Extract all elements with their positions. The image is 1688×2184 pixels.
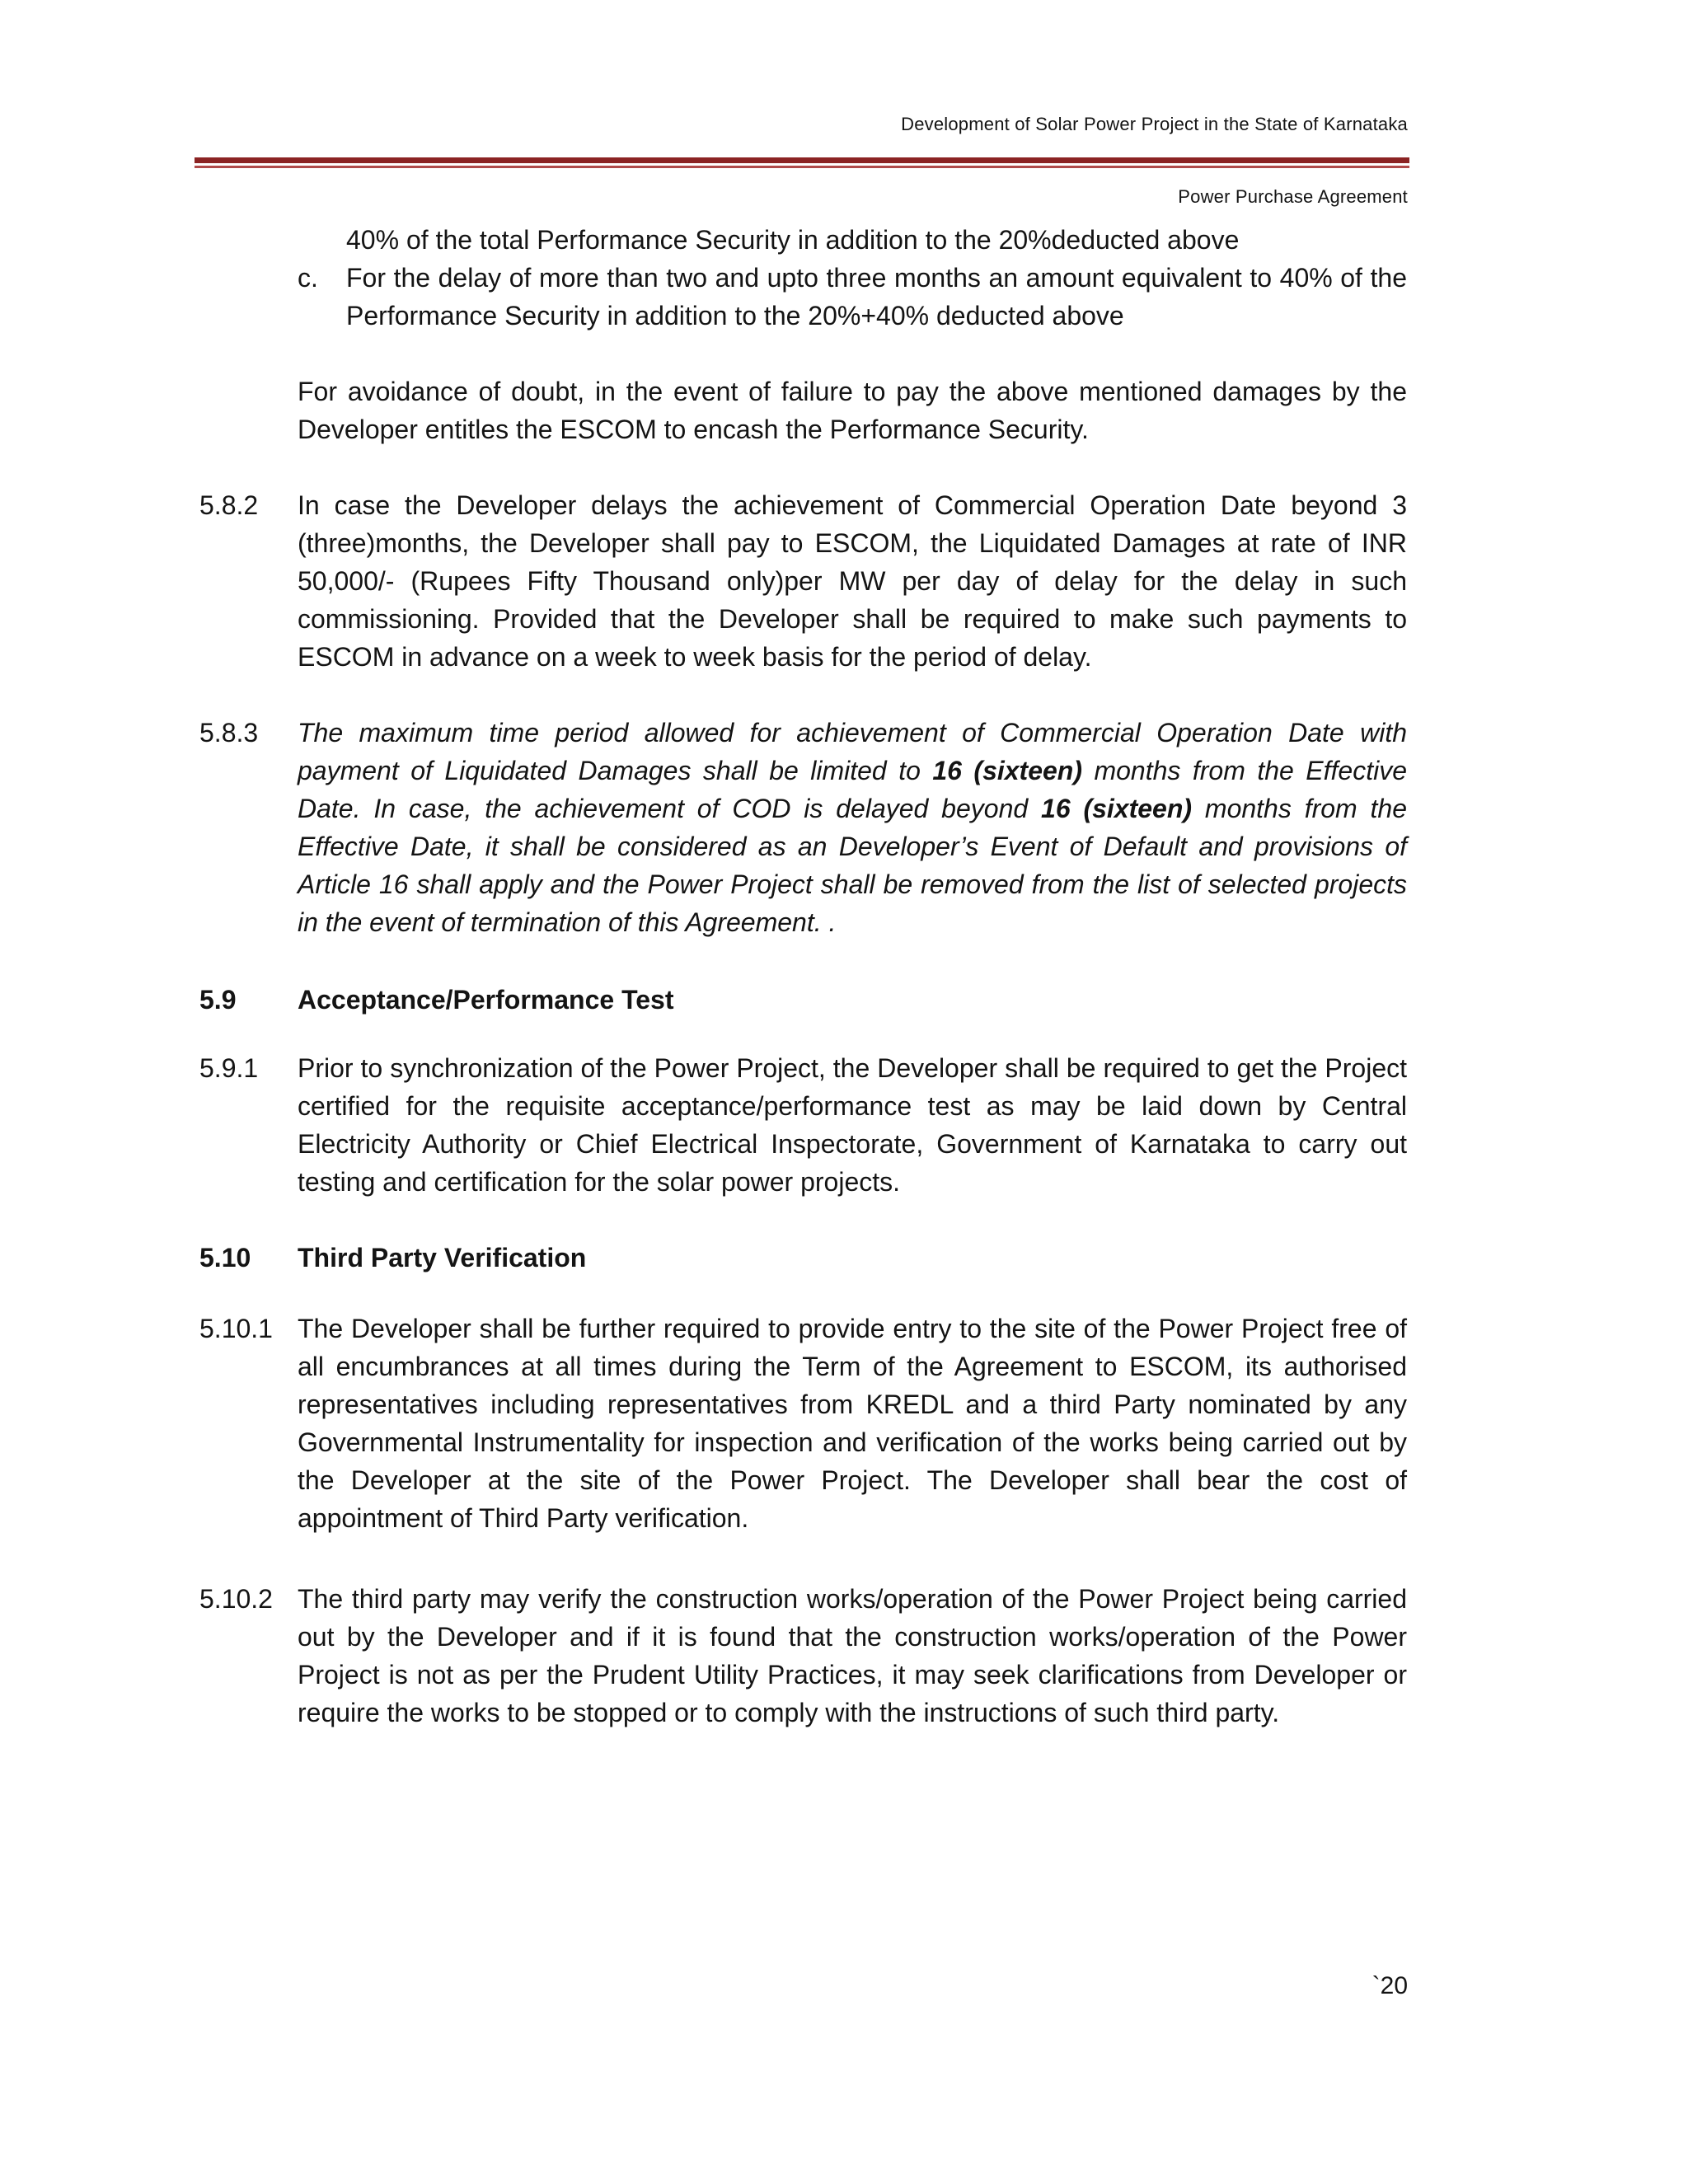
clause-number: 5.8.3 [199,718,259,748]
clause-text-segment: months from the Effective Date. In case, the achievement of COD is delayed beyond [298,756,1408,823]
section-title: Acceptance/Performance Test [298,985,674,1015]
clause-text-segment: months from the Effective Date, it shall be considered as an Developer’s Event of Default and provisions of Article 16 shall apply and the Power Project shall be removed from the list of selected projects in the event of termination of this Agreement. . [298,794,1408,937]
clause-number: 5.10.2 [199,1584,273,1614]
clause-number: 5.9.1 [199,1053,259,1083]
clause-5-8-3-text [298,714,1407,941]
header-subtitle: Power Purchase Agreement [1178,186,1408,207]
header-title: Development of Solar Power Project in the State of Karnataka [901,114,1408,134]
continuation-line: 40% of the total Performance Security in addition to the 20%deducted above [346,225,1240,255]
page-number: `20 [1372,1972,1408,1999]
list-item-label: c. [298,263,318,293]
clause-5-8-2-text: In case the Developer delays the achievement of Commercial Operation Date beyond 3 (three)months, the Developer shall pay to ESCOM, the Liquidated Damages at rate of INR 50,000/- (Rupees Fifty Thousand only)per MW per day of delay for the delay in such commissioning. Provided that the Developer shall be required to make such payments to ESCOM in advance on a week to week basis for the period of delay. [298,490,1407,672]
header-rule [195,157,1409,163]
clause-number: 5.8.2 [199,490,259,520]
section-number: 5.9 [199,985,237,1015]
section-title: Third Party Verification [298,1243,587,1272]
clause-number: 5.10.1 [199,1314,273,1343]
bold-duration: 16 (sixteen) [1041,794,1193,823]
list-item-c: For the delay of more than two and upto three months an amount equivalent to 40% of the Performance Security in addition to the 20%+40% deducted above [346,263,1407,330]
header-rule-thin [195,166,1409,168]
bold-duration: 16 (sixteen) [932,756,1083,785]
clause-5-9-1-text: Prior to synchronization of the Power Project, the Developer shall be required to get the Project certified for the requisite acceptance/performance test as may be laid down by Central Electricity Authority or Chief Electrical Inspectorate, Government of Karnataka to carry out testing and certification for the solar power projects. [298,1053,1407,1197]
section-number: 5.10 [199,1243,251,1272]
avoidance-paragraph: For avoidance of doubt, in the event of failure to pay the above mentioned damages by the Developer entitles the ESCOM to encash the Performance Security. [298,377,1407,444]
clause-text-segment: The maximum time period allowed for achievement of Commercial Operation Date with payment of Liquidated Damages shall be limited to [298,718,1407,785]
clause-5-10-1-text: The Developer shall be further required to provide entry to the site of the Power Project free of all encumbrances at all times during the Term of the Agreement to ESCOM, its authorised representatives including representatives from KREDL and a third Party nominated by any Governmental Instrumentality for inspection and verification of the works being carried out by the Developer at the site of the Power Project. The Developer shall bear the cost of appointment of Third Party verification. [298,1314,1407,1533]
clause-5-10-2-text: The third party may verify the construction works/operation of the Power Project being carried out by the Developer and if it is found that the construction works/operation of the Power Project is not as per the Prudent Utility Practices, it may seek clarifications from Developer or require the works to be stopped or to comply with the instructions of such third party. [298,1584,1407,1727]
